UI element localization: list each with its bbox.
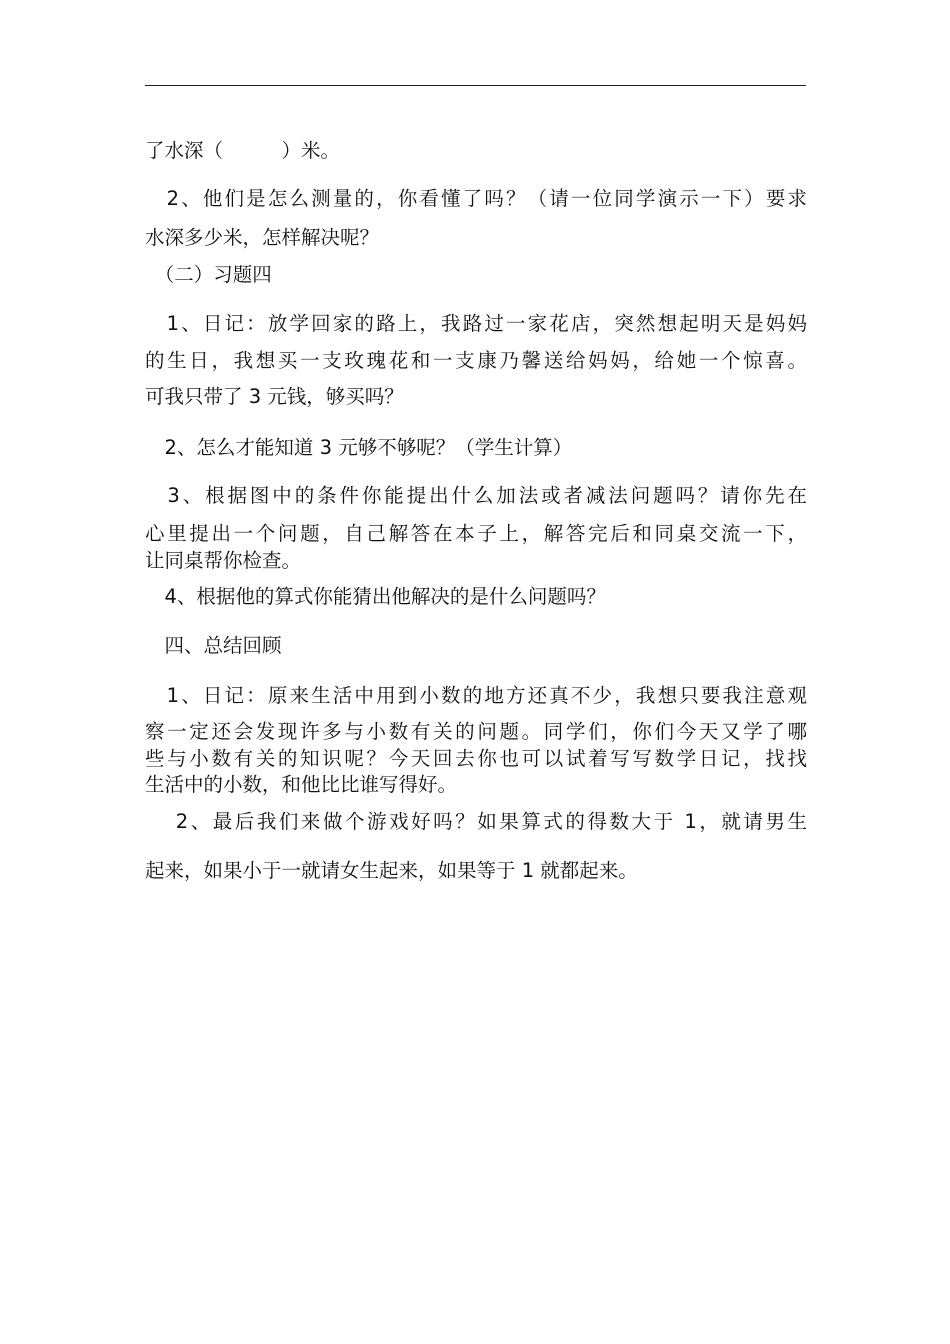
text-line: 了水深（ ）米。 [145,139,341,162]
text-line: 察一定还会发现许多与小数有关的问题。同学们，你们今天又学了哪 [145,720,807,743]
text-line: 1、日记：原来生活中用到小数的地方还真不少，我想只要我注意观 [145,684,807,707]
header-rule [145,85,806,86]
text-line: 水深多少米，怎样解决呢？ [145,226,380,249]
text-line: 3、根据图中的条件你能提出什么加法或者减法问题吗？请你先在 [145,484,807,507]
text-line: 让同桌帮你检查。 [145,549,302,572]
text-line: 1、日记：放学回家的路上，我路过一家花店，突然想起明天是妈妈 [145,312,807,335]
text-line: 起来，如果小于一就请女生起来，如果等于 1 就都起来。 [145,859,638,882]
text-line: 生活中的小数，和他比比谁写得好。 [145,773,458,796]
text-line: 2、最后我们来做个游戏好吗？如果算式的得数大于 1，就请男生 [145,810,807,833]
section-heading: 四、总结回顾 [145,634,282,657]
text-line: 2、怎么才能知道 3 元够不够呢？（学生计算） [145,436,573,459]
text-line: 2、他们是怎么测量的，你看懂了吗？（请一位同学演示一下）要求 [145,187,807,210]
text-line: 可我只带了 3 元钱，够买吗？ [145,385,404,408]
text-line: 4、根据他的算式你能猜出他解决的是什么问题吗？ [145,585,606,608]
section-heading: （二）习题四 [145,263,272,286]
text-line: 些与小数有关的知识呢？今天回去你也可以试着写写数学日记，找找 [145,747,807,770]
text-line: 的生日，我想买一支玫瑰花和一支康乃馨送给妈妈，给她一个惊喜。 [145,349,807,372]
text-line: 心里提出一个问题，自己解答在本子上，解答完后和同桌交流一下， [145,522,807,545]
